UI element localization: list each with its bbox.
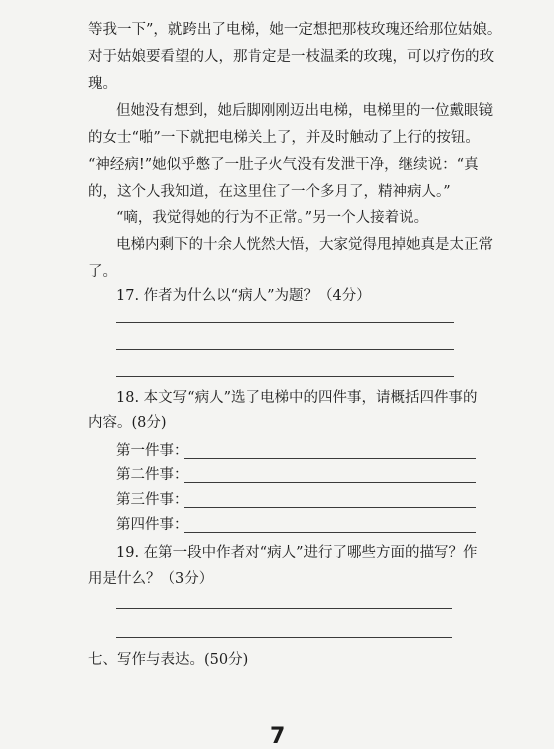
- q18-item-1: [116, 441, 476, 461]
- question-19-line-2: 用是什么？（3分）: [88, 571, 214, 587]
- page-number: 7: [270, 724, 286, 749]
- section-heading-writing: 七、写作与表达。(50分): [88, 652, 249, 668]
- story-line-2: 对于姑娘要看望的人，那肯定是一枝温柔的玫瑰，可以疗伤的玫: [88, 49, 494, 65]
- question-18-line-2: 内容。(8分): [88, 415, 167, 431]
- q18-item-3-answer-line[interactable]: [184, 507, 476, 508]
- q18-item-2-answer-line[interactable]: [184, 482, 476, 483]
- story-line-8: “嘀，我觉得她的行为不正常。”另一个人接着说。: [116, 210, 429, 226]
- q18-item-1-answer-line[interactable]: [184, 458, 476, 459]
- story-line-4: 但她没有想到，她后脚刚刚迈出电梯，电梯里的一位戴眼镜: [116, 103, 493, 119]
- q18-item-3: [116, 490, 476, 510]
- story-line-10: 了。: [88, 264, 117, 280]
- q18-item-1-label: 第一件事：: [116, 443, 189, 459]
- answer-line-19b[interactable]: [116, 637, 452, 638]
- question-18-line-1: 18. 本文写“病人”选了电梯中的四件事，请概括四件事的: [116, 390, 478, 406]
- q18-item-4-label: 第四件事：: [116, 517, 189, 533]
- question-17: 17. 作者为什么以“病人”为题？（4分）: [116, 288, 371, 304]
- answer-line-17b[interactable]: [116, 349, 454, 350]
- answer-line-17c[interactable]: [116, 376, 454, 377]
- question-19-line-1: 19. 在第一段中作者对“病人”进行了哪些方面的描写？作: [116, 545, 478, 561]
- q18-item-4: [116, 515, 476, 535]
- story-line-7: 的，这个人我知道，在这里住了一个多月了，精神病人。”: [88, 184, 451, 200]
- story-line-5: 的女士“啪”一下就把电梯关上了，并及时触动了上行的按钮。: [88, 130, 480, 146]
- q18-item-2: [116, 465, 476, 485]
- q18-item-4-answer-line[interactable]: [184, 532, 476, 533]
- q18-item-2-label: 第二件事：: [116, 467, 189, 483]
- story-line-1: 等我一下”，就跨出了电梯，她一定想把那枝玫瑰还给那位姑娘。: [88, 22, 502, 38]
- story-line-3: 瑰。: [88, 76, 117, 92]
- q18-item-3-label: 第三件事：: [116, 492, 189, 508]
- story-line-6: “神经病!”她似乎憋了一肚子火气没有发泄干净，继续说：“真: [88, 157, 479, 173]
- story-line-9: 电梯内剩下的十余人恍然大悟，大家觉得甩掉她真是太正常: [116, 237, 493, 253]
- answer-line-19a[interactable]: [116, 608, 452, 609]
- answer-line-17a[interactable]: [116, 322, 454, 323]
